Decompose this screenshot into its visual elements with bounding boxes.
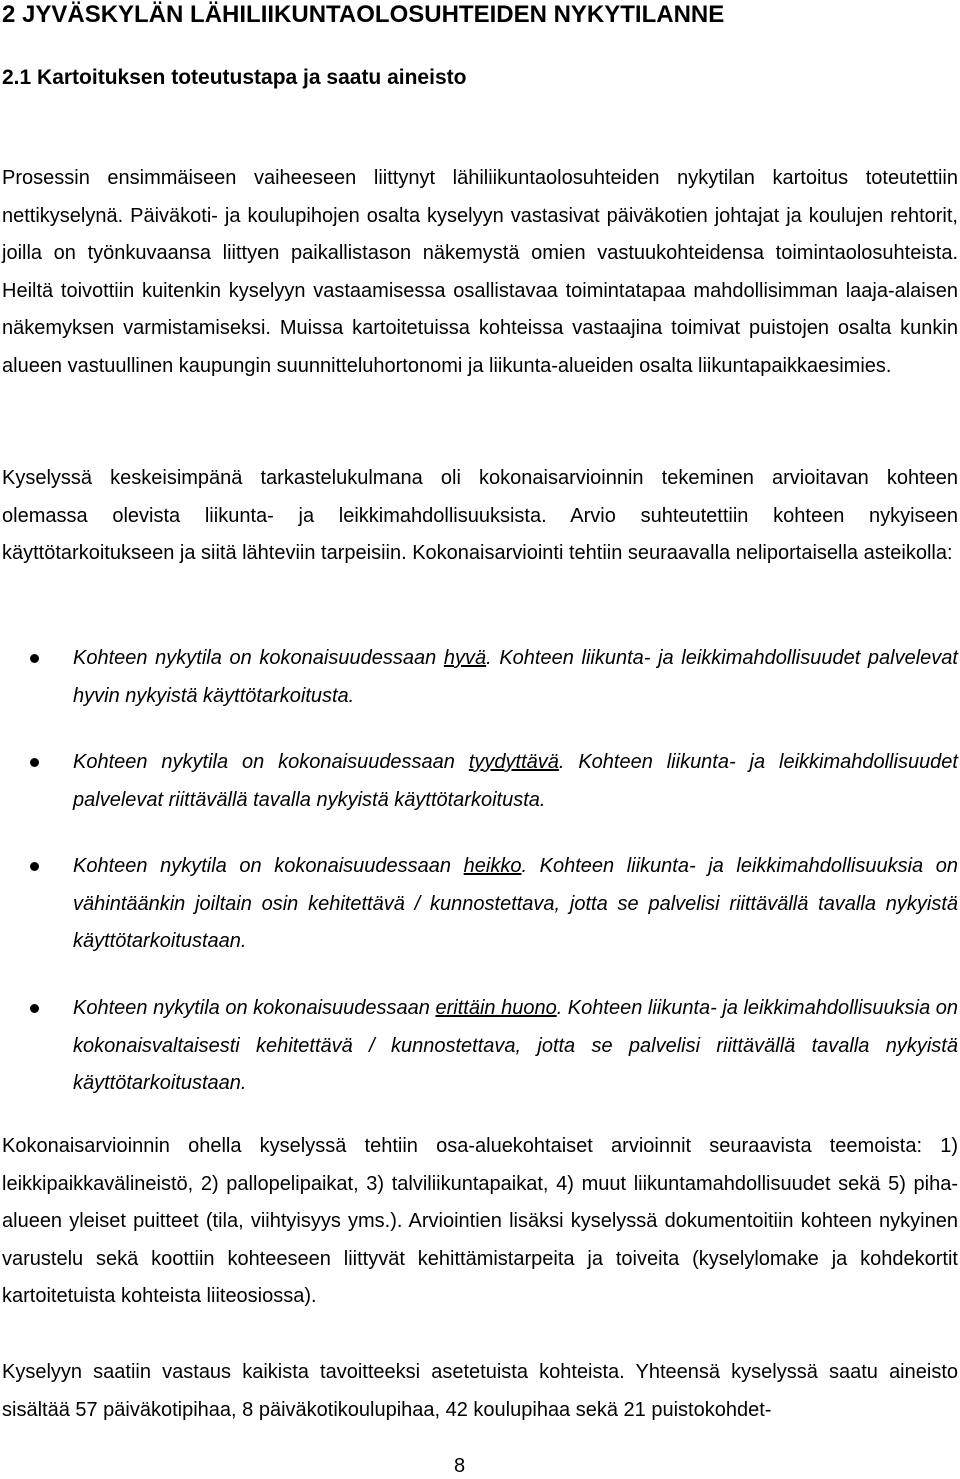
section-heading: 2.1 Kartoituksen toteutustapa ja saatu aineisto — [2, 66, 467, 89]
rating-label: tyydyttävä — [468, 751, 559, 773]
chapter-heading: 2 JYVÄSKYLÄN LÄHILIIKUNTAOLOSUHTEIDEN NYKYTILANNE — [2, 1, 725, 28]
paragraph-assessment: Kyselyssä keskeisimpänä tarkastelukulmana oli kokonaisarvioinnin tekeminen arvioitavan kohteen olemassa olevista liikunta- ja leikkimahdollisuuksista. Arvio suhteutettiin kohteen nykyiseen käyttötarkoitukseen ja siitä lähteviin tarpeisiin. Kokonaisarviointi tehtiin seuraavalla neliportaisella asteikolla: — [2, 467, 958, 565]
rating-label: heikko — [463, 855, 522, 877]
list-item-text: Kohteen nykytila on kokonaisuudessaan heikko. Kohteen liikunta- ja leikkimahdollisuuksia on vähintäänkin joiltain osin kehitettävä / kunnostettava, jotta se palvelisi riittävällä tavalla nykyistä käyttötarkoitustaan. — [73, 855, 958, 953]
page-number: 8 — [454, 1455, 466, 1477]
list-item-text: Kohteen nykytila on kokonaisuudessaan hyvä. Kohteen liikunta- ja leikkimahdollisuudet palvelevat hyvin nykyistä käyttötarkoitusta. — [73, 647, 958, 707]
rating-label: erittäin huono — [435, 997, 557, 1019]
list-item-text: Kohteen nykytila on kokonaisuudessaan erittäin huono. Kohteen liikunta- ja leikkimahdollisuuksia on kokonaisvaltaisesti kehitettävä / kunnostettava, jotta se palvelisi riittävällä tavalla nykyistä käyttötarkoitustaan. — [73, 997, 959, 1095]
rating-label: hyvä — [443, 647, 487, 669]
list-item-text: Kohteen nykytila on kokonaisuudessaan tyydyttävä. Kohteen liikunta- ja leikkimahdollisuudet palvelevat riittävällä tavalla nykyistä käyttötarkoitusta. — [73, 751, 958, 811]
bullet-icon — [30, 654, 39, 663]
paragraph-results: Kyselyyn saatiin vastaus kaikista tavoitteeksi asetetuista kohteista. Yhteensä kyselyssä saatu aineisto sisältää 57 päiväkotipihaa, 8 päiväkotikoulupihaa, 42 koulupihaa sekä 21 puistokohdet- — [2, 1361, 958, 1421]
bullet-icon — [30, 1004, 39, 1013]
bullet-icon — [30, 758, 39, 767]
paragraph-method: Prosessin ensimmäiseen vaiheeseen liittynyt lähiliikuntaolosuhteiden nykytilan kartoitus toteutettiin nettikyselynä. Päiväkoti- ja koulupihojen osalta kyselyyn vastasivat päiväkotien johtajat ja koulujen rehtorit, joilla on työnkuvaansa liittyen paikallistason näkemystä omien vastuukohteidensa toimintaolosuhteista. Heiltä toivottiin kuitenkin kyselyyn vastaamisessa osallistavaa toimintatapaa mahdollisimman laaja-alaisen näkemyksen varmistamiseksi. Muissa kartoitetuissa kohteissa vastaajina toimivat puistojen osalta kunkin alueen vastuullinen kaupungin suunnitteluhortonomi ja liikunta-alueiden osalta liikuntapaikkaesimies. — [2, 167, 958, 377]
bullet-icon — [30, 862, 39, 871]
paragraph-themes: Kokonaisarvioinnin ohella kyselyssä tehtiin osa-aluekohtaiset arvioinnit seuraavista teemoista: 1) leikkipaikkavälineistö, 2) pallopelipaikat, 3) talviliikuntapaikat, 4) muut liikuntamahdollisuudet sekä 5) piha-alueen yleiset puitteet (tila, viihtyisyys yms.). Arviointien lisäksi kyselyssä dokumentoitiin kohteen nykyinen varustelu sekä koottiin kohteeseen liittyvät kehittämistarpeita ja toiveita (kyselylomake ja kohdekortit kartoitetuista kohteista liiteosiossa). — [2, 1135, 958, 1308]
